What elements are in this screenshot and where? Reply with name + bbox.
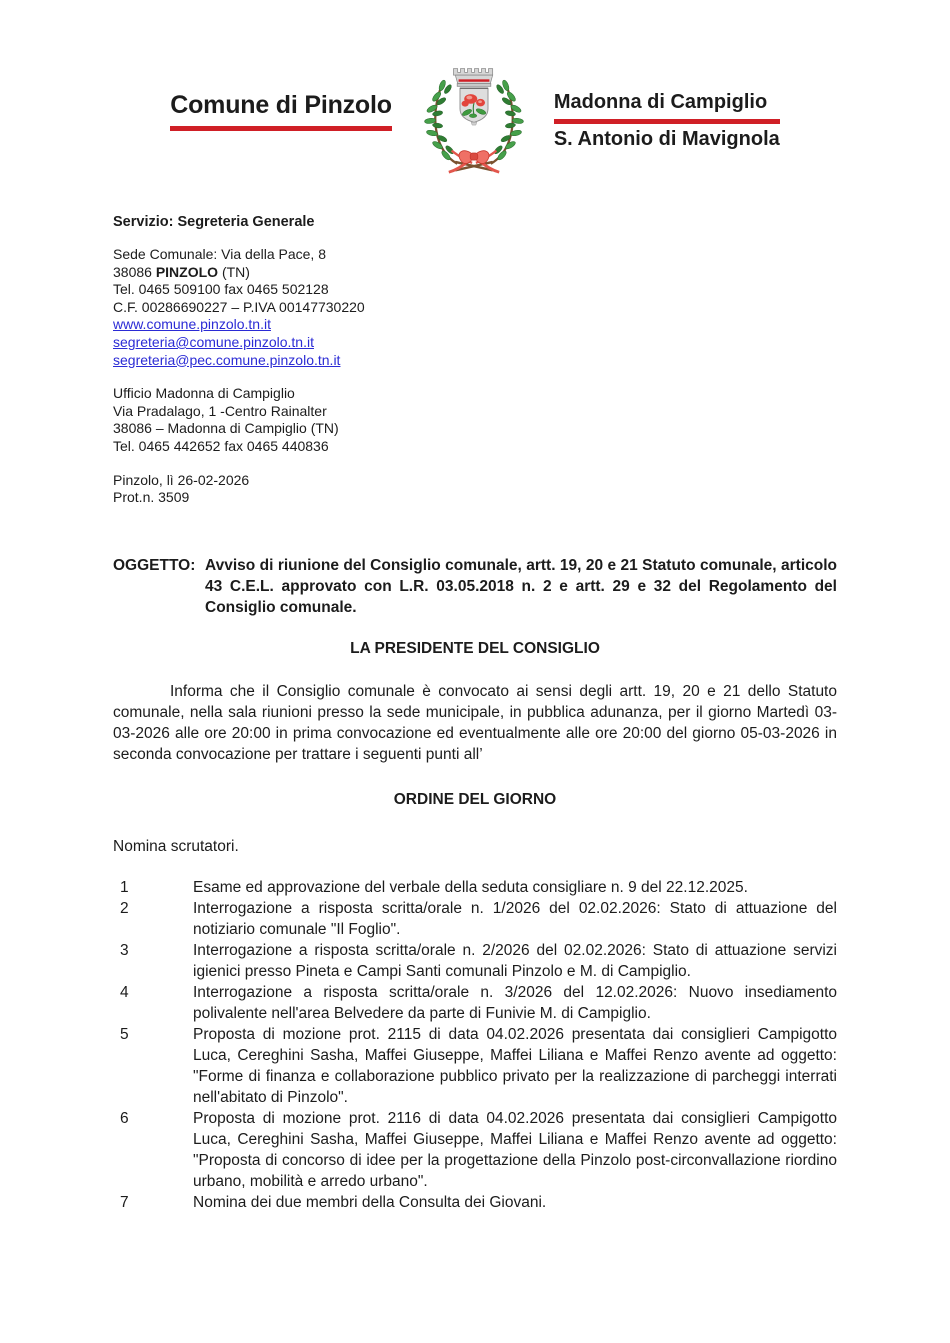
office-street: Via Pradalago, 1 -Centro Rainalter [113,402,327,419]
city-name: PINZOLO [155,263,219,280]
service-label: Servizio: Segreteria Generale [113,214,315,230]
municipal-office-address [113,246,837,369]
agenda-item-text: Interrogazione a risposta scritta/orale n. 3/2026 del 12.02.2026: Nuovo insediamento polivalente nell'area Belvedere da parte di Funivie M. di Campiglio. [193,983,837,1022]
subject-label: OGGETTO: [113,556,196,574]
agenda-item-number: 5 [120,1025,129,1043]
locality-line-2: S. Antonio di Mavignola [553,128,780,150]
agenda-item-text: Proposta di mozione prot. 2115 di data 04.02.2026 presentata dai consiglieri Campigotto Luca, Cereghini Sasha, Maffei Giuseppe, Maffei Liliana e Maffei Renzo avente ad oggetto: "Forme di finanza e collaborazione pubblico privato per la realizzazione di parcheggi interrati nell'abitato di Pinzolo". [193,1025,837,1106]
campiglio-office-address [113,385,837,455]
shield [460,88,488,125]
agenda-item [113,940,837,982]
protocol-number: Prot.n. 3509 [113,489,190,506]
subject-block [113,555,837,618]
agenda-item [113,898,837,940]
agenda-item-number: 2 [120,899,129,917]
letterhead-left [170,91,392,131]
president-heading: LA PRESIDENTE DEL CONSIGLIO [350,639,600,657]
website-link[interactable]: www.comune.pinzolo.tn.it [113,316,271,333]
convocation-paragraph: Informa che il Consiglio comunale è convocato ai sensi degli artt. 19, 20 e 21 dello Statuto comunale, nella sala riunioni presso la sede municipale, in pubblica adunanza, per il giorno Martedì 03-03-2026 alle ore 20:00 in prima convocazione ed eventualmente alle ore 20:00 del giorno 05-03-2026 in seconda convocazione per trattare i seguenti punti all’ [113,682,837,763]
agenda-list [113,877,837,1213]
agenda-heading: ORDINE DEL GIORNO [393,790,557,808]
agenda-item [113,1024,837,1108]
office-phone: Tel. 0465 442652 fax 0465 440836 [113,437,329,454]
agenda-item-number: 6 [120,1109,129,1127]
letterhead-right [554,91,780,151]
agenda-item-text: Proposta di mozione prot. 2116 di data 04.02.2026 presentata dai consiglieri Campigotto Luca, Cereghini Sasha, Maffei Giuseppe, Maffei Liliana e Maffei Renzo avente ad oggetto: "Proposta di concorso di idee per la progettazione della Pinzolo post-circonvallazione riordino urbano, mobilità e arredo urbano". [193,1109,837,1190]
protocol-block [113,472,837,507]
email-link[interactable]: segreteria@comune.pinzolo.tn.it [113,333,314,350]
agenda-item-number: 7 [120,1193,129,1211]
agenda-item [113,877,837,898]
province-code: (TN) [218,263,250,280]
agenda-item-text: Esame ed approvazione del verbale della seduta consigliare n. 9 del 22.12.2025. [193,878,748,896]
agenda-item-number: 1 [120,878,129,896]
coat-of-arms-icon [418,55,530,188]
pec-email-link[interactable]: segreteria@pec.comune.pinzolo.tn.it [113,351,341,368]
agenda-preamble: Nomina scrutatori. [113,837,239,855]
agenda-item-number: 4 [120,983,129,1001]
agenda-item-text: Interrogazione a risposta scritta/orale n. 2/2026 del 02.02.2026: Stato di attuazione servizi igienici presso Pineta e Campi Santi comunali Pinzolo e M. di Campiglio. [193,941,837,980]
office-name: Ufficio Madonna di Campiglio [113,385,295,402]
mural-crown [453,69,492,87]
place-and-date: Pinzolo, lì 26-02-2026 [113,471,250,488]
red-divider-right [554,119,780,124]
letterhead [113,55,837,188]
agenda-item-number: 3 [120,941,129,959]
agenda-item-text: Nomina dei due membri della Consulta dei Giovani. [193,1193,547,1211]
address-line-city [113,264,837,282]
office-city: 38086 – Madonna di Campiglio (TN) [113,420,339,437]
red-divider-left [170,126,392,131]
agenda-item [113,982,837,1024]
agenda-item [113,1108,837,1192]
subject-text: Avviso di riunione del Consiglio comunale, artt. 19, 20 e 21 Statuto comunale, articolo 43 C.E.L. approvato con L.R. 03.05.2018 n. 2 e artt. 29 e 32 del Regolamento del Consiglio comunale. [205,556,837,616]
agenda-item-text: Interrogazione a risposta scritta/orale n. 1/2026 del 02.02.2026: Stato di attuazione del notiziario comunale "Il Foglio". [193,899,837,938]
address-line-phone: Tel. 0465 509100 fax 0465 502128 [113,281,329,298]
address-line-fiscal: C.F. 00286690227 – P.IVA 00147730220 [113,298,365,315]
address-line-street: Sede Comunale: Via della Pace, 8 [113,246,326,262]
agenda-item [113,1192,837,1213]
postal-code: 38086 [113,263,156,280]
municipality-title: Comune di Pinzolo [170,91,392,119]
locality-line-1: Madonna di Campiglio [553,91,768,113]
